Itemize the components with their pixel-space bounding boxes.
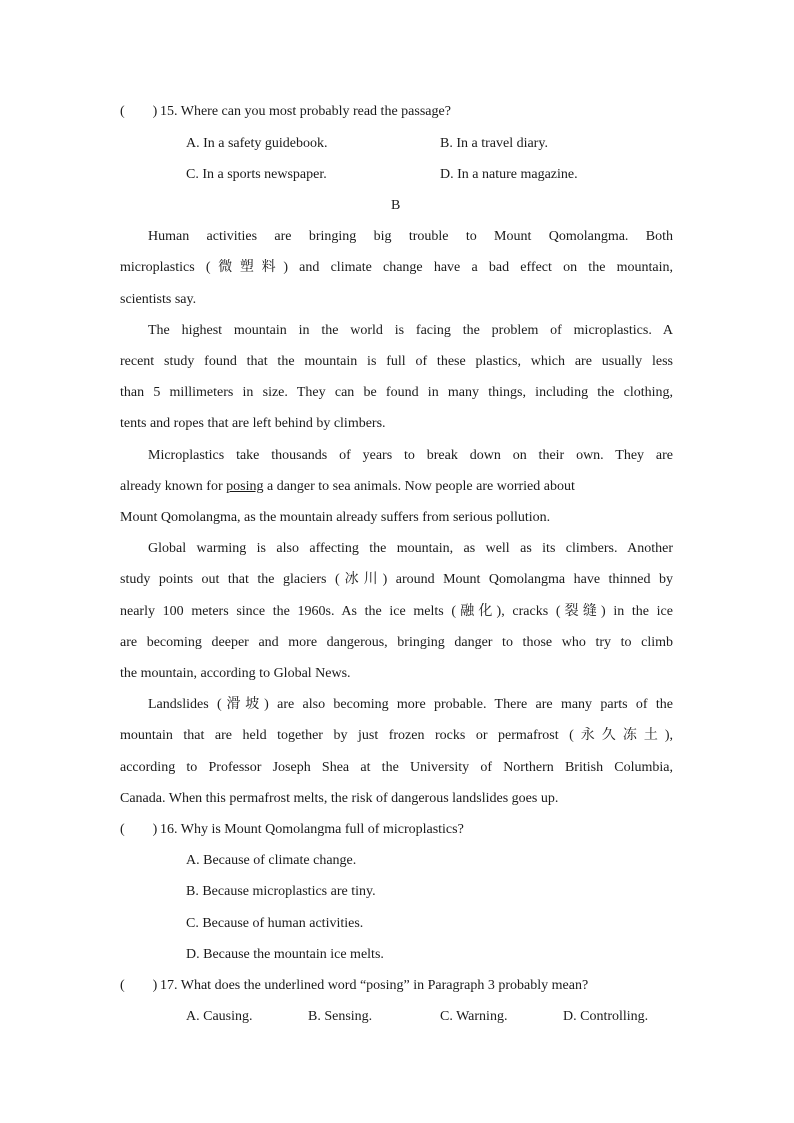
q16-option-a[interactable]: A. Because of climate change. xyxy=(186,853,357,868)
answer-bracket[interactable]: ( ) xyxy=(120,822,158,837)
passage-paragraph-5-cont xyxy=(120,727,673,745)
section-label: B xyxy=(391,198,401,213)
q15-option-d[interactable]: D. In a nature magazine. xyxy=(440,167,578,182)
passage-line: Landslides (滑坡) are also becoming more probable. There are many parts of the xyxy=(148,697,673,712)
passage-line: Human activities are bringing big trouble to Mount Qomolangma. Both xyxy=(148,229,673,244)
q15-option-c[interactable]: C. In a sports newspaper. xyxy=(186,167,327,182)
passage-paragraph-4-cont xyxy=(120,603,673,621)
passage-paragraph-2-cont xyxy=(120,384,673,402)
question-17-stem: ( ) 17. What does the underlined word “posing” in Paragraph 3 probably mean? xyxy=(120,978,589,993)
passage-line: Mount Qomolangma, as the mountain already suffers from serious pollution. xyxy=(120,510,551,525)
passage-paragraph-5 xyxy=(120,696,673,714)
q15-option-a[interactable]: A. In a safety guidebook. xyxy=(186,136,328,151)
passage-line: recent study found that the mountain is full of these plastics, which are usually less xyxy=(120,354,673,369)
q16-option-b[interactable]: B. Because microplastics are tiny. xyxy=(186,884,376,899)
q17-option-a[interactable]: A. Causing. xyxy=(186,1009,253,1024)
passage-line: Microplastics take thousands of years to break down on their own. They are xyxy=(148,448,673,463)
passage-paragraph-3 xyxy=(120,447,673,465)
passage-line: tents and ropes that are left behind by climbers. xyxy=(120,416,386,431)
q17-option-c[interactable]: C. Warning. xyxy=(440,1009,508,1024)
q17-option-b[interactable]: B. Sensing. xyxy=(308,1009,373,1024)
passage-text: already known for xyxy=(120,479,227,494)
passage-line: Canada. When this permafrost melts, the risk of dangerous landslides goes up. xyxy=(120,791,559,806)
passage-line: mountain that are held together by just frozen rocks or permafrost (永久冻土), xyxy=(120,728,673,743)
passage-text: a danger to sea animals. Now people are worried about xyxy=(263,479,575,494)
passage-paragraph-4 xyxy=(120,540,673,558)
question-16-stem: ( ) 16. Why is Mount Qomolangma full of microplastics? xyxy=(120,822,464,837)
passage-line: The highest mountain in the world is facing the problem of microplastics. A xyxy=(148,323,673,338)
passage-paragraph-2-cont xyxy=(120,353,673,371)
underlined-word-posing: posing xyxy=(226,479,264,494)
passage-paragraph-4-cont xyxy=(120,571,673,589)
passage-line: microplastics (微塑料) and climate change have a bad effect on the mountain, xyxy=(120,260,673,275)
question-15-stem: ( ) 15. Where can you most probably read the passage? xyxy=(120,104,451,119)
q16-option-c[interactable]: C. Because of human activities. xyxy=(186,916,364,931)
passage-paragraph-1-cont xyxy=(120,259,673,277)
passage-line: scientists say. xyxy=(120,292,197,307)
passage-line: the mountain, according to Global News. xyxy=(120,666,351,681)
passage-line: than 5 millimeters in size. They can be found in many things, including the clothing, xyxy=(120,385,673,400)
passage-paragraph-4-cont xyxy=(120,634,673,652)
passage-paragraph-1 xyxy=(120,228,673,246)
passage-line: nearly 100 meters since the 1960s. As the ice melts (融化), cracks (裂缝) in the ice xyxy=(120,604,673,619)
q15-option-b[interactable]: B. In a travel diary. xyxy=(440,136,548,151)
answer-bracket[interactable]: ( ) xyxy=(120,104,158,119)
passage-paragraph-5-cont xyxy=(120,759,673,777)
q17-option-d[interactable]: D. Controlling. xyxy=(563,1009,649,1024)
passage-paragraph-2 xyxy=(120,322,673,340)
passage-line: according to Professor Joseph Shea at the University of Northern British Columbia, xyxy=(120,760,673,775)
passage-line-with-underline xyxy=(120,478,673,496)
q16-option-d[interactable]: D. Because the mountain ice melts. xyxy=(186,947,384,962)
answer-bracket[interactable]: ( ) xyxy=(120,978,158,993)
passage-line: are becoming deeper and more dangerous, bringing danger to those who try to climb xyxy=(120,635,673,650)
passage-line: study points out that the glaciers (冰川) around Mount Qomolangma have thinned by xyxy=(120,572,673,587)
passage-line: Global warming is also affecting the mountain, as well as its climbers. Another xyxy=(148,541,673,556)
